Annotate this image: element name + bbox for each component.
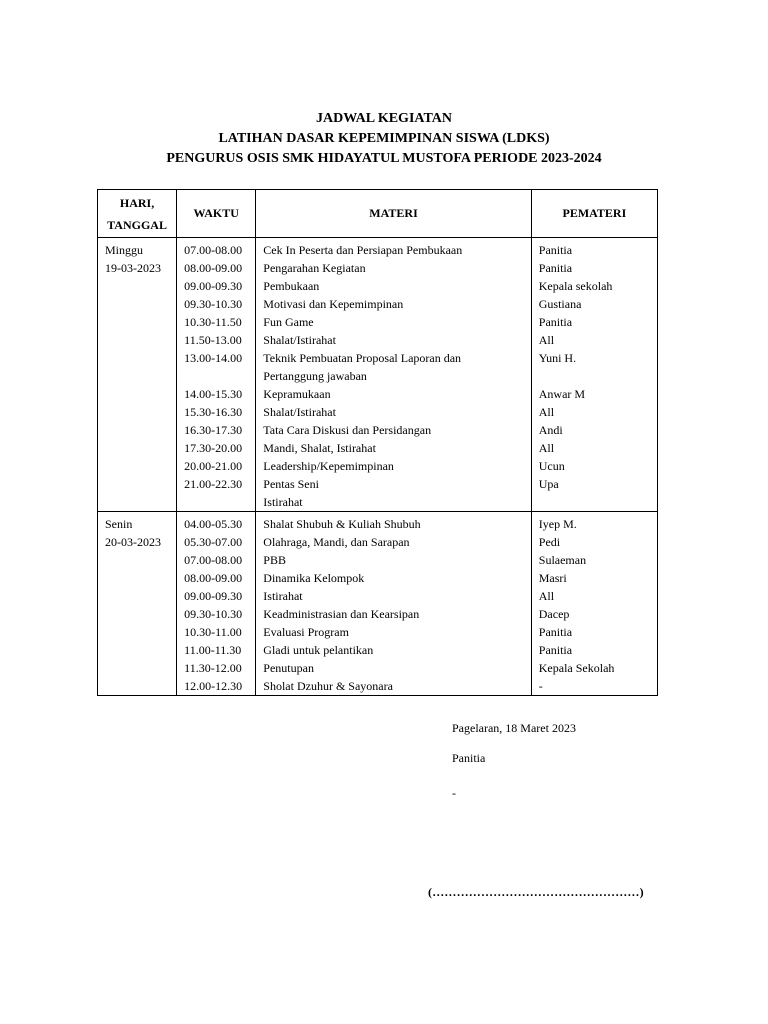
title-line-1: JADWAL KEGIATAN (315, 111, 452, 126)
time-slot: 11.00-11.30 (184, 643, 242, 657)
activity-item: Sholat Dzuhur & Sayonara (263, 679, 393, 693)
table-row (98, 238, 658, 512)
activity-item: Pembukaan (263, 279, 320, 293)
pemateri-cell (531, 238, 657, 512)
time-slot: 09.00-09.30 (184, 589, 243, 603)
speaker-item (539, 367, 657, 385)
day-cell (98, 238, 177, 512)
column-header-tanggal: TANGGAL (107, 217, 167, 232)
time-slot: 10.30-11.00 (184, 625, 242, 639)
time-slot: 11.30-12.00 (184, 661, 242, 675)
speaker-item: Ucun (538, 459, 565, 473)
place-date: Pagelaran, 18 Maret 2023 (452, 721, 576, 735)
time-slot (184, 367, 255, 385)
speaker-item: Panitia (538, 261, 573, 275)
speaker-item: Dacep (538, 607, 570, 621)
schedule-table (97, 189, 658, 696)
activity-item: PBB (263, 553, 286, 567)
activity-item: Istirahat (263, 589, 303, 603)
column-header-materi: MATERI (256, 190, 531, 238)
time-slot: 15.30-16.30 (184, 405, 243, 419)
time-slot: 21.00-22.30 (184, 477, 243, 491)
pemateri-cell (531, 512, 657, 696)
activity-item: Cek In Peserta dan Persiapan Pembukaan (263, 243, 463, 257)
table-header-row (98, 190, 658, 238)
column-header-waktu: WAKTU (177, 190, 256, 238)
speaker-item: Anwar M (538, 387, 586, 401)
speaker-item: Panitia (538, 643, 573, 657)
activity-item: Tata Cara Diskusi dan Persidangan (263, 423, 432, 437)
activity-item: Evaluasi Program (263, 625, 349, 639)
time-slot: 04.00-05.30 (184, 517, 243, 531)
time-slot: 07.00-08.00 (184, 243, 243, 257)
speaker-item: All (538, 441, 555, 455)
speaker-item: Panitia (538, 625, 573, 639)
activity-item: Penutupan (263, 661, 314, 675)
activity-item: Fun Game (263, 315, 314, 329)
activity-item: Gladi untuk pelantikan (263, 643, 374, 657)
time-slot: 12.00-12.30 (184, 679, 243, 693)
time-slot: 17.30-20.00 (184, 441, 243, 455)
day-cell (98, 512, 177, 696)
speaker-item: Sulaeman (538, 553, 587, 567)
activity-item: Kepramukaan (263, 387, 331, 401)
table-row (98, 512, 658, 696)
activity-item: Olahraga, Mandi, dan Sarapan (263, 535, 410, 549)
column-header-hari-tanggal (98, 190, 177, 238)
time-slot: 07.00-08.00 (184, 553, 243, 567)
activity-item: Shalat Shubuh & Kuliah Shubuh (263, 517, 421, 531)
speaker-item: Panitia (538, 315, 573, 329)
speaker-item: Gustiana (538, 297, 582, 311)
column-header-hari: HARI, (119, 195, 155, 210)
speaker-item: All (538, 589, 555, 603)
materi-cell (256, 238, 531, 512)
time-slot: 14.00-15.30 (184, 387, 243, 401)
speaker-item: All (538, 333, 555, 347)
speaker-item: Panitia (538, 243, 573, 257)
speaker-item: Kepala sekolah (538, 279, 613, 293)
activity-item: Dinamika Kelompok (263, 571, 365, 585)
speaker-item: Pedi (538, 535, 561, 549)
activity-item: Istirahat (263, 495, 303, 509)
speaker-item: Andi (538, 423, 563, 437)
speaker-item: All (538, 405, 555, 419)
title-line-3: PENGURUS OSIS SMK HIDAYATUL MUSTOFA PERIODE 2023-2024 (166, 151, 602, 166)
activity-item: Pentas Seni (263, 477, 319, 491)
speaker-item: Upa (538, 477, 559, 491)
time-slot: 09.30-10.30 (184, 297, 243, 311)
day-date: 20-03-2023 (105, 535, 161, 549)
materi-cell (256, 512, 531, 696)
column-header-pemateri: PEMATERI (531, 190, 657, 238)
day-name: Senin (105, 517, 133, 531)
time-slot: 05.30-07.00 (184, 535, 243, 549)
activity-item: Shalat/Istirahat (263, 333, 336, 347)
speaker-item: Iyep M. (538, 517, 577, 531)
activity-item: Leadership/Kepemimpinan (263, 459, 394, 473)
time-slot: 10.30-11.50 (184, 315, 242, 329)
activity-item: Keadministrasian dan Kearsipan (263, 607, 420, 621)
time-slot: 20.00-21.00 (184, 459, 243, 473)
speaker-item: Masri (538, 571, 567, 585)
day-date: 19-03-2023 (105, 261, 161, 275)
activity-item: Teknik Pembuatan Proposal Laporan dan (263, 351, 462, 365)
time-cell (177, 512, 256, 696)
activity-item: Mandi, Shalat, Istirahat (263, 441, 376, 455)
speaker-item: Yuni H. (538, 351, 577, 365)
signature-line: (……………………………………………) (428, 885, 644, 899)
time-slot: 09.00-09.30 (184, 279, 243, 293)
time-cell (177, 238, 256, 512)
time-slot: 16.30-17.30 (184, 423, 243, 437)
title-line-2: LATIHAN DASAR KEPEMIMPINAN SISWA (LDKS) (218, 131, 550, 146)
activity-item: Pertanggung jawaban (263, 369, 367, 383)
time-slot: 11.50-13.00 (184, 333, 242, 347)
time-slot: 13.00-14.00 (184, 351, 243, 365)
activity-item: Pengarahan Kegiatan (263, 261, 366, 275)
day-name: Minggu (105, 243, 144, 257)
time-slot: 09.30-10.30 (184, 607, 243, 621)
time-slot: 08.00-09.00 (184, 571, 243, 585)
activity-item: Motivasi dan Kepemimpinan (263, 297, 404, 311)
committee-label: Panitia (452, 751, 486, 765)
speaker-item: Kepala Sekolah (538, 661, 615, 675)
speaker-item: - (538, 679, 543, 693)
signature-placeholder-dash: - (452, 786, 456, 800)
activity-item: Shalat/Istirahat (263, 405, 336, 419)
time-slot: 08.00-09.00 (184, 261, 243, 275)
